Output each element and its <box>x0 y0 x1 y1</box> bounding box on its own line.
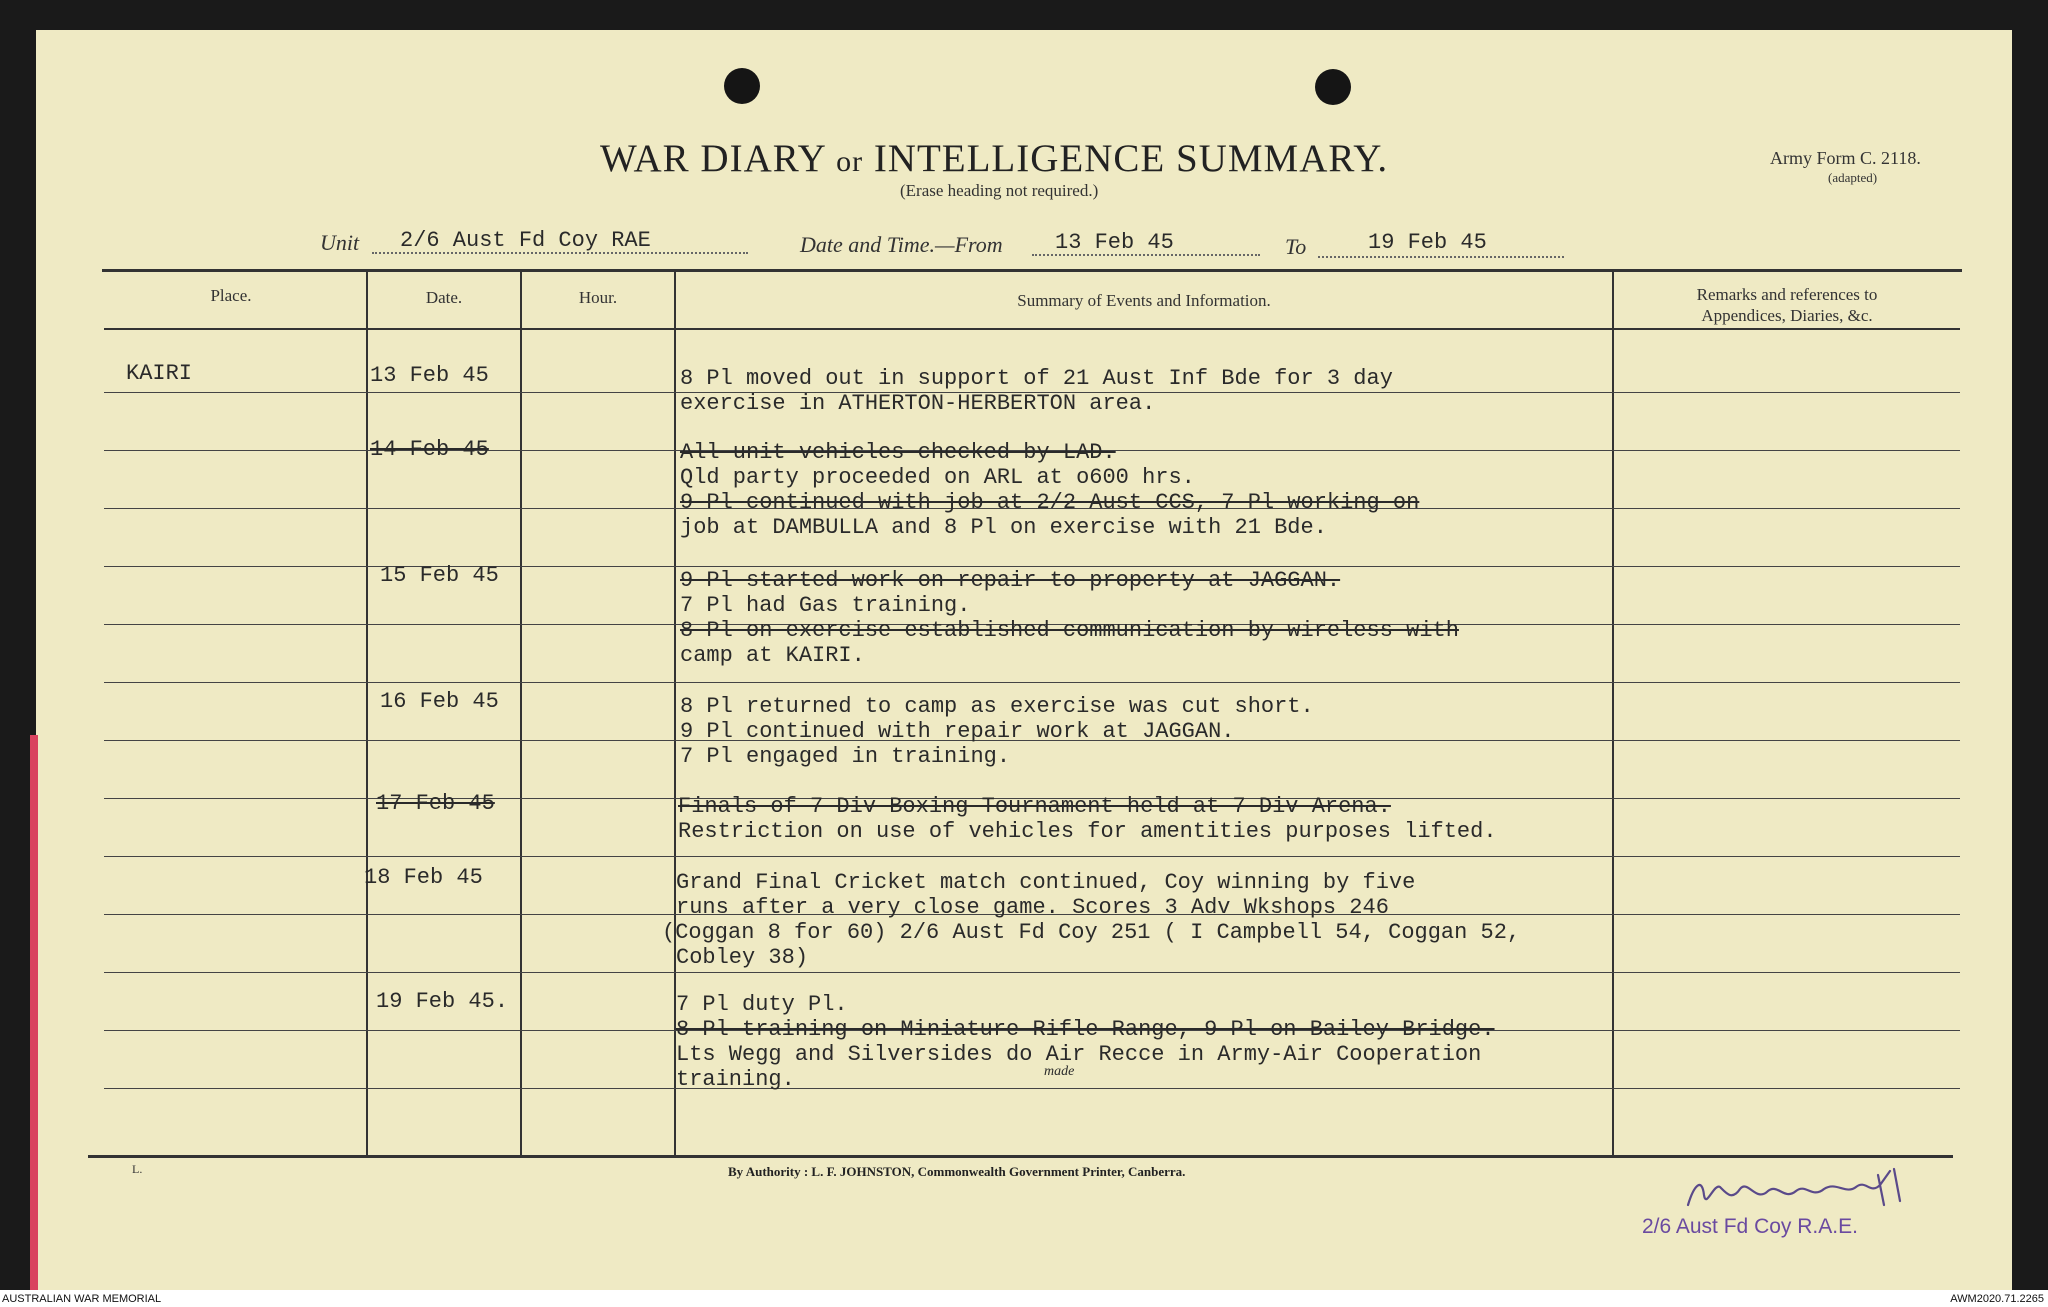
handwritten-correction: made <box>1044 1064 1075 1079</box>
summary-line: 8 Pl on exercise established communication by wireless with <box>680 618 1459 643</box>
summary-line: Lts Wegg and Silversides do Air Recce in Army-Air Cooperation <box>676 1042 1482 1067</box>
page-title: WAR DIARY or INTELLIGENCE SUMMARY. <box>600 137 1389 180</box>
date-time-label: Date and Time.—From <box>800 232 1003 257</box>
summary-line: 7 Pl engaged in training. <box>680 744 1011 769</box>
entry-summary <box>680 568 1459 668</box>
unit-label: Unit <box>320 230 360 255</box>
entry-summary <box>678 794 1497 844</box>
summary-line: 7 Pl duty Pl. <box>676 992 848 1017</box>
from-value: 13 Feb 45 <box>1055 230 1174 255</box>
summary-line: 8 Pl returned to camp as exercise was cut short. <box>680 694 1314 719</box>
column-header-date: Date. <box>425 288 463 307</box>
unit-value: 2/6 Aust Fd Coy RAE <box>400 228 651 253</box>
summary-line: exercise in ATHERTON-HERBERTON area. <box>680 391 1156 416</box>
entry-date: 13 Feb 45 <box>370 363 489 388</box>
summary-line: Qld party proceeded on ARL at o600 hrs. <box>680 465 1195 490</box>
table-top-rule <box>102 269 1962 272</box>
entry-date: 16 Feb 45 <box>380 689 499 714</box>
army-form-number: Army Form C. 2118. <box>1770 148 1921 168</box>
entry-date: 17 Feb 45 <box>376 791 495 816</box>
punch-hole-left <box>724 68 760 104</box>
entry-summary <box>662 870 1521 970</box>
summary-line: All unit vehicles checked by LAD. <box>680 440 1116 465</box>
summary-line: Grand Final Cricket match continued, Coy winning by five <box>676 870 1416 895</box>
archive-name: AUSTRALIAN WAR MEMORIAL <box>2 1293 162 1305</box>
summary-line: runs after a very close game. Scores 3 Adv Wkshops 246 <box>676 895 1389 920</box>
column-header-place: Place. <box>210 286 252 305</box>
form-mark: L. <box>132 1162 143 1176</box>
red-edge-mark <box>30 735 38 1290</box>
header-underline <box>104 328 1960 330</box>
army-form-adapted: (adapted) <box>1828 170 1878 185</box>
row-rule <box>104 682 1960 683</box>
summary-line: 9 Pl started work on repair to property at JAGGAN. <box>680 568 1341 593</box>
to-label: To <box>1285 234 1307 259</box>
column-header-remarks <box>1614 284 1960 326</box>
summary-line: 9 Pl continued with repair work at JAGGAN. <box>680 719 1235 744</box>
entry-summary <box>680 440 1419 540</box>
entry-date: 14 Feb 45 <box>370 437 489 462</box>
divider-summary-remarks <box>1612 270 1614 1156</box>
summary-line: Restriction on use of vehicles for amentities purposes lifted. <box>678 819 1497 844</box>
column-header-summary: Summary of Events and Information. <box>1017 291 1271 310</box>
page-subtitle: (Erase heading not required.) <box>900 181 1099 200</box>
summary-line: Cobley 38) <box>676 945 809 970</box>
entry-date: 15 Feb 45 <box>380 563 499 588</box>
punch-hole-right <box>1315 69 1351 105</box>
to-dotted-line <box>1318 256 1564 258</box>
unit-stamp: 2/6 Aust Fd Coy R.A.E. <box>1642 1215 1858 1238</box>
remarks-header-line1: Remarks and references to <box>1696 285 1878 304</box>
divider-place-date <box>366 270 368 1156</box>
entry-summary <box>680 366 1393 416</box>
summary-line: 7 Pl had Gas training. <box>680 593 971 618</box>
row-rule <box>104 972 1960 973</box>
printer-authority: By Authority : L. F. JOHNSTON, Commonwealth Government Printer, Canberra. <box>728 1164 1186 1179</box>
summary-line: training. <box>676 1067 795 1092</box>
entry-place: KAIRI <box>126 361 193 386</box>
summary-line: Finals of 7 Div Boxing Tournament held at 7 Div Arena. <box>678 794 1391 819</box>
column-header-hour: Hour. <box>578 288 618 307</box>
divider-date-hour <box>520 270 522 1156</box>
entry-date: 19 Feb 45. <box>376 989 509 1014</box>
entry-summary <box>680 694 1314 769</box>
to-value: 19 Feb 45 <box>1368 230 1487 255</box>
archive-footer <box>0 1290 2048 1307</box>
archive-reference: AWM2020.71.2265 <box>1950 1293 2044 1305</box>
summary-line: 9 Pl continued with job at 2/2 Aust CCS, 7 Pl working on <box>680 490 1420 515</box>
remarks-header-line2: Appendices, Diaries, &c. <box>1701 306 1873 325</box>
entry-summary <box>676 992 1495 1092</box>
entry-date: 18 Feb 45 <box>364 865 483 890</box>
summary-line: 8 Pl moved out in support of 21 Aust Inf Bde for 3 day <box>680 366 1393 391</box>
row-rule <box>104 856 1960 857</box>
summary-line: camp at KAIRI. <box>680 643 865 668</box>
summary-line: job at DAMBULLA and 8 Pl on exercise with 21 Bde. <box>680 515 1327 540</box>
summary-line: 8 Pl training on Miniature Rifle Range, 9 Pl on Bailey Bridge. <box>676 1017 1495 1042</box>
summary-line: (Coggan 8 for 60) 2/6 Aust Fd Coy 251 ( I Campbell 54, Coggan 52, <box>662 920 1521 945</box>
